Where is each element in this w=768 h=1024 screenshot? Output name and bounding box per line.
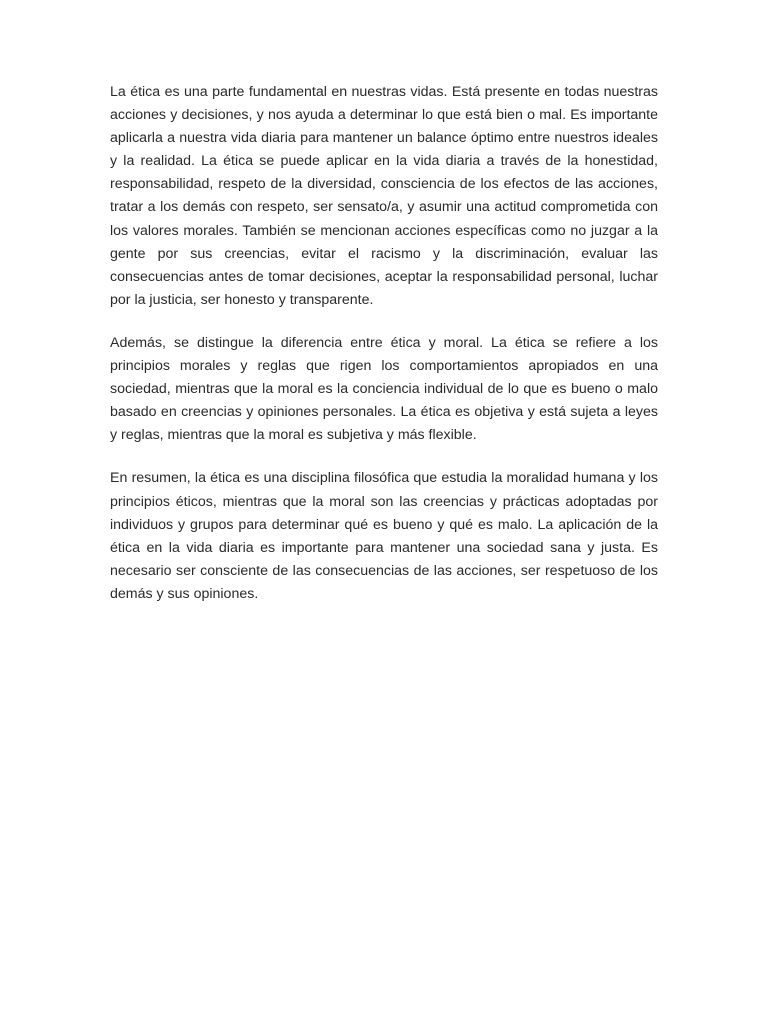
paragraph-1: La ética es una parte fundamental en nuestras vidas. Está presente en todas nuestras acciones y decisiones, y nos ayuda a determinar lo que está bien o mal. Es importante aplicarla a nuestra vida diaria para mantener un balance óptimo entre nuestros ideales y la realidad. La ética se puede aplicar en la vida diaria a través de la honestidad, responsabilidad, respeto de la diversidad, consciencia de los efectos de las acciones, tratar a los demás con respeto, ser sensato/a, y asumir una actitud comprometida con los valores morales. También se mencionan acciones específicas como no juzgar a la gente por sus creencias, evitar el racismo y la discriminación, evaluar las consecuencias antes de tomar decisiones, aceptar la responsabilidad personal, luchar por la justicia, ser honesto y transparente. bbox=[110, 84, 658, 308]
paragraph-3: En resumen, la ética es una disciplina filosófica que estudia la moralidad humana y los principios éticos, mientras que la moral son las creencias y prácticas adoptadas por individuos y grupos para determinar qué es bueno y qué es malo. La aplicación de la ética en la vida diaria es importante para mantener una sociedad sana y justa. Es necesario ser consciente de las consecuencias de las acciones, ser respetuoso de los demás y sus opiniones. bbox=[110, 470, 658, 602]
document-body bbox=[110, 81, 658, 606]
paragraph-2: Además, se distingue la diferencia entre ética y moral. La ética se refiere a los principios morales y reglas que rigen los comportamientos apropiados en una sociedad, mientras que la moral es la conciencia individual de lo que es bueno o malo basado en creencias y opiniones personales. La ética es objetiva y está sujeta a leyes y reglas, mientras que la moral es subjetiva y más flexible. bbox=[110, 334, 658, 444]
